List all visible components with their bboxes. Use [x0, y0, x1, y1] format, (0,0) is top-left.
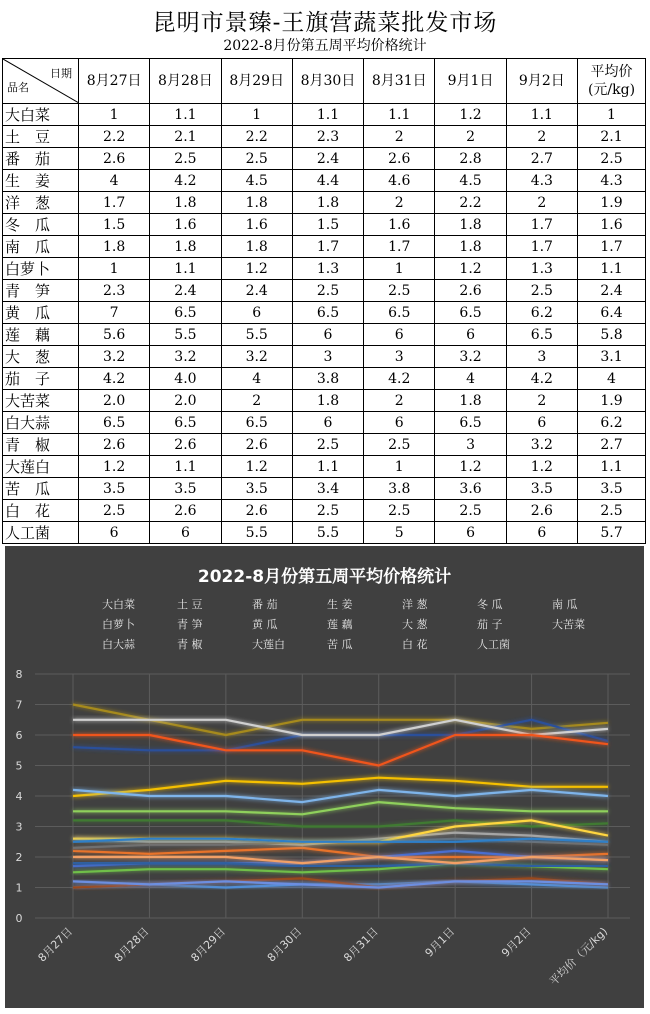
price-cell: 4.2: [79, 368, 150, 390]
price-cell: 6: [435, 522, 506, 544]
legend-label: 生 姜: [327, 598, 353, 611]
legend-label: 大白菜: [102, 598, 135, 611]
table-body: [3, 104, 646, 544]
price-cell: 6: [364, 324, 435, 346]
column-header: 8月30日: [292, 59, 363, 104]
x-tick-label: 9月2日: [499, 924, 534, 960]
price-cell: 2.7: [506, 148, 577, 170]
table-row: [3, 412, 646, 434]
price-cell: 1.2: [221, 258, 292, 280]
price-cell: 6: [435, 324, 506, 346]
column-header: 9月1日: [435, 59, 506, 104]
table-row: [3, 280, 646, 302]
x-tick-label: 8月30日: [264, 924, 305, 965]
y-tick-label: 0: [15, 912, 23, 925]
table-row: [3, 126, 646, 148]
price-cell: 1.2: [506, 456, 577, 478]
item-name-cell: 莲 藕: [3, 324, 79, 346]
avg-price-cell: 1.9: [578, 192, 646, 214]
price-cell: 1: [79, 258, 150, 280]
series-line: [73, 839, 608, 848]
price-cell: 1.8: [221, 192, 292, 214]
price-cell: 1.8: [79, 236, 150, 258]
price-table: [2, 58, 646, 544]
legend-label: 白萝卜: [102, 618, 135, 631]
price-cell: 1: [364, 456, 435, 478]
avg-price-cell: 2.1: [578, 126, 646, 148]
price-cell: 2.6: [150, 500, 221, 522]
price-cell: 1.7: [506, 236, 577, 258]
chart-svg: [5, 546, 644, 1008]
y-tick-label: 1: [15, 881, 23, 895]
table-row: [3, 258, 646, 280]
legend-label: 土 豆: [177, 598, 203, 611]
price-cell: 1.7: [292, 236, 363, 258]
table-row: [3, 170, 646, 192]
avg-price-cell: 1.9: [578, 390, 646, 412]
price-cell: 1.6: [221, 214, 292, 236]
price-cell: 6: [221, 302, 292, 324]
table-row: [3, 214, 646, 236]
price-cell: 2.3: [79, 280, 150, 302]
price-cell: 3.5: [150, 478, 221, 500]
price-cell: 1.7: [364, 236, 435, 258]
price-cell: 4.5: [435, 170, 506, 192]
price-cell: 2.4: [221, 280, 292, 302]
table-corner-cell: [3, 59, 79, 104]
y-tick-label: 2: [15, 851, 23, 864]
item-name-cell: 茄 子: [3, 368, 79, 390]
avg-price-cell: 4: [578, 368, 646, 390]
price-cell: 2.6: [506, 500, 577, 522]
price-cell: 2: [364, 126, 435, 148]
column-header: 8月28日: [150, 59, 221, 104]
price-cell: 2.6: [79, 148, 150, 170]
legend-label: 洋 葱: [402, 598, 428, 611]
price-cell: 6.5: [150, 302, 221, 324]
table-header-row: [3, 59, 646, 104]
price-cell: 5.5: [221, 324, 292, 346]
item-name-cell: 大莲白: [3, 456, 79, 478]
price-cell: 6: [150, 522, 221, 544]
table-row: [3, 522, 646, 544]
legend-label: 大莲白: [252, 638, 285, 651]
price-cell: 3.5: [506, 478, 577, 500]
column-header: 8月31日: [364, 59, 435, 104]
price-cell: 2.5: [506, 280, 577, 302]
x-tick-label: 8月28日: [111, 924, 152, 965]
price-cell: 4.4: [292, 170, 363, 192]
price-cell: 2: [506, 126, 577, 148]
avg-price-cell: 1.6: [578, 214, 646, 236]
price-cell: 4: [221, 368, 292, 390]
price-cell: 2.2: [221, 126, 292, 148]
price-cell: 4.2: [506, 368, 577, 390]
item-name-cell: 洋 葱: [3, 192, 79, 214]
price-cell: 2.5: [292, 500, 363, 522]
price-cell: 3: [506, 346, 577, 368]
price-cell: 1.8: [435, 236, 506, 258]
avg-price-cell: 2.5: [578, 500, 646, 522]
price-cell: 2.2: [79, 126, 150, 148]
price-cell: 1.1: [292, 456, 363, 478]
corner-item-label: 品名: [7, 81, 29, 94]
item-name-cell: 白大蒜: [3, 412, 79, 434]
price-cell: 6.5: [79, 412, 150, 434]
price-cell: 2.2: [435, 192, 506, 214]
price-cell: 1.1: [364, 104, 435, 126]
price-cell: 3.5: [79, 478, 150, 500]
item-name-cell: 黄 瓜: [3, 302, 79, 324]
price-cell: 4.5: [221, 170, 292, 192]
price-cell: 5.5: [292, 522, 363, 544]
price-cell: 5.5: [221, 522, 292, 544]
price-cell: 2: [506, 390, 577, 412]
price-cell: 2.6: [150, 434, 221, 456]
avg-price-cell: 3.1: [578, 346, 646, 368]
price-cell: 6.5: [292, 302, 363, 324]
price-cell: 1.1: [506, 104, 577, 126]
price-cell: 2: [364, 192, 435, 214]
price-cell: 6.5: [150, 412, 221, 434]
legend-label: 莲 藕: [327, 618, 353, 631]
avg-price-cell: 4.3: [578, 170, 646, 192]
price-cell: 3.4: [292, 478, 363, 500]
price-cell: 6: [292, 412, 363, 434]
price-cell: 1.8: [435, 390, 506, 412]
table-row: [3, 148, 646, 170]
price-cell: 2.5: [79, 500, 150, 522]
price-cell: 1.2: [435, 104, 506, 126]
price-cell: 5: [364, 522, 435, 544]
price-cell: 2.6: [221, 500, 292, 522]
price-cell: 2.5: [292, 434, 363, 456]
corner-date-label: 日期: [50, 67, 72, 80]
price-cell: 1.6: [364, 214, 435, 236]
avg-header-line2: (元/kg): [587, 82, 636, 98]
price-chart: [5, 546, 644, 1008]
price-cell: 3.2: [150, 346, 221, 368]
price-cell: 4.3: [506, 170, 577, 192]
table-row: [3, 302, 646, 324]
chart-title: 2022-8月份第五周平均价格统计: [197, 567, 452, 587]
item-name-cell: 白萝卜: [3, 258, 79, 280]
price-cell: 6: [79, 522, 150, 544]
price-cell: 2.4: [150, 280, 221, 302]
avg-price-cell: 1: [578, 104, 646, 126]
item-name-cell: 生 姜: [3, 170, 79, 192]
avg-price-cell: 6.2: [578, 412, 646, 434]
table-row: [3, 192, 646, 214]
price-cell: 2.5: [364, 280, 435, 302]
legend-label: 大苦菜: [552, 618, 585, 631]
price-cell: 3.2: [221, 346, 292, 368]
price-cell: 1.1: [150, 104, 221, 126]
item-name-cell: 青 笋: [3, 280, 79, 302]
price-cell: 1.1: [292, 104, 363, 126]
item-name-cell: 青 椒: [3, 434, 79, 456]
avg-price-cell: 1.1: [578, 258, 646, 280]
series-line: [73, 863, 608, 866]
price-cell: 2.0: [150, 390, 221, 412]
legend-label: 大 葱: [402, 618, 428, 631]
price-cell: 1.2: [435, 456, 506, 478]
legend-label: 茄 子: [477, 618, 503, 631]
price-cell: 1.1: [150, 258, 221, 280]
table-row: [3, 236, 646, 258]
price-cell: 6: [506, 412, 577, 434]
price-cell: 4: [435, 368, 506, 390]
table-row: [3, 500, 646, 522]
price-cell: 6: [292, 324, 363, 346]
price-cell: 3.6: [435, 478, 506, 500]
table-row: [3, 104, 646, 126]
page-title: 昆明市景臻-王旗营蔬菜批发市场: [152, 10, 498, 36]
price-cell: 2.1: [150, 126, 221, 148]
price-cell: 2.4: [292, 148, 363, 170]
x-tick-label: 平均价（元/kg): [546, 924, 611, 989]
price-cell: 2.6: [221, 434, 292, 456]
price-cell: 1.5: [79, 214, 150, 236]
price-cell: 4.2: [150, 170, 221, 192]
price-cell: 6.5: [506, 324, 577, 346]
y-tick-label: 4: [15, 790, 23, 803]
price-cell: 7: [79, 302, 150, 324]
price-cell: 2.5: [221, 148, 292, 170]
price-cell: 1.3: [292, 258, 363, 280]
price-cell: 1.3: [506, 258, 577, 280]
price-cell: 6: [506, 522, 577, 544]
series-line: [73, 778, 608, 796]
item-name-cell: 土 豆: [3, 126, 79, 148]
price-cell: 3: [435, 434, 506, 456]
legend-label: 人工菌: [477, 638, 510, 651]
price-cell: 2: [506, 192, 577, 214]
price-cell: 6.2: [506, 302, 577, 324]
avg-price-cell: 2.7: [578, 434, 646, 456]
price-cell: 2: [364, 390, 435, 412]
series-line: [73, 802, 608, 814]
price-cell: 2.6: [364, 148, 435, 170]
price-cell: 4.2: [364, 368, 435, 390]
price-cell: 1.8: [435, 214, 506, 236]
table-row: [3, 390, 646, 412]
page-subtitle: 2022-8月份第五周平均价格统计: [223, 38, 427, 54]
legend-label: 白大蒜: [102, 638, 135, 651]
series-line: [73, 863, 608, 872]
y-tick-label: 6: [15, 729, 23, 742]
price-cell: 1.5: [292, 214, 363, 236]
legend-label: 青 笋: [177, 618, 203, 631]
item-name-cell: 大白菜: [3, 104, 79, 126]
avg-price-cell: 5.8: [578, 324, 646, 346]
avg-price-cell: 2.5: [578, 148, 646, 170]
legend-label: 白 花: [402, 638, 428, 651]
avg-price-cell: 1.1: [578, 456, 646, 478]
y-tick-label: 8: [15, 668, 23, 681]
y-tick-label: 7: [15, 698, 23, 712]
price-cell: 6.5: [221, 412, 292, 434]
table-row: [3, 346, 646, 368]
price-cell: 1.7: [79, 192, 150, 214]
table-row: [3, 434, 646, 456]
avg-price-cell: 3.5: [578, 478, 646, 500]
price-cell: 1.8: [221, 236, 292, 258]
price-cell: 1.2: [221, 456, 292, 478]
price-cell: 2: [435, 126, 506, 148]
x-tick-label: 8月29日: [188, 924, 228, 965]
price-cell: 3.8: [364, 478, 435, 500]
x-tick-label: 9月1日: [422, 924, 458, 960]
table-row: [3, 456, 646, 478]
table-row: [3, 324, 646, 346]
price-cell: 2.5: [435, 500, 506, 522]
column-header: 9月2日: [506, 59, 577, 104]
price-cell: 1.8: [292, 192, 363, 214]
price-cell: 4.6: [364, 170, 435, 192]
avg-price-cell: 5.7: [578, 522, 646, 544]
avg-price-cell: 6.4: [578, 302, 646, 324]
price-cell: 2: [221, 390, 292, 412]
x-tick-label: 8月27日: [35, 924, 76, 965]
column-header: 8月29日: [221, 59, 292, 104]
legend-label: 青 椒: [177, 638, 203, 651]
price-cell: 5.5: [150, 324, 221, 346]
item-name-cell: 大苦菜: [3, 390, 79, 412]
item-name-cell: 苦 瓜: [3, 478, 79, 500]
table-row: [3, 478, 646, 500]
x-tick-label: 8月31日: [341, 924, 381, 965]
price-cell: 1.7: [506, 214, 577, 236]
price-cell: 2.6: [79, 434, 150, 456]
price-cell: 2.0: [79, 390, 150, 412]
price-cell: 2.5: [364, 434, 435, 456]
price-cell: 1.8: [292, 390, 363, 412]
legend-label: 番 茄: [252, 598, 278, 611]
price-cell: 1: [364, 258, 435, 280]
column-header: 8月27日: [79, 59, 150, 104]
legend-label: 黄 瓜: [252, 618, 278, 631]
price-cell: 1.2: [79, 456, 150, 478]
y-tick-label: 5: [15, 759, 23, 773]
item-name-cell: 白 花: [3, 500, 79, 522]
price-cell: 6.5: [435, 412, 506, 434]
price-cell: 2.5: [292, 280, 363, 302]
price-cell: 1.8: [150, 236, 221, 258]
price-cell: 4: [79, 170, 150, 192]
price-cell: 1.6: [150, 214, 221, 236]
item-name-cell: 人工菌: [3, 522, 79, 544]
legend-label: 南 瓜: [552, 598, 578, 611]
price-cell: 4.0: [150, 368, 221, 390]
item-name-cell: 番 茄: [3, 148, 79, 170]
price-cell: 2.3: [292, 126, 363, 148]
legend-label: 苦 瓜: [327, 638, 353, 651]
price-cell: 1: [221, 104, 292, 126]
price-cell: 1.8: [150, 192, 221, 214]
price-cell: 3: [292, 346, 363, 368]
price-cell: 6: [364, 412, 435, 434]
price-cell: 2.6: [435, 280, 506, 302]
price-cell: 5.6: [79, 324, 150, 346]
price-cell: 3.2: [435, 346, 506, 368]
item-name-cell: 南 瓜: [3, 236, 79, 258]
price-cell: 1: [79, 104, 150, 126]
price-cell: 3.5: [221, 478, 292, 500]
price-cell: 2.8: [435, 148, 506, 170]
price-cell: 2.5: [364, 500, 435, 522]
price-cell: 3.2: [506, 434, 577, 456]
price-cell: 6.5: [435, 302, 506, 324]
price-cell: 6.5: [364, 302, 435, 324]
avg-column-header: [578, 59, 646, 104]
price-cell: 3.8: [292, 368, 363, 390]
y-tick-label: 3: [15, 820, 23, 834]
price-cell: 2.5: [150, 148, 221, 170]
price-cell: 1.1: [150, 456, 221, 478]
price-cell: 3.2: [79, 346, 150, 368]
legend-label: 冬 瓜: [477, 598, 503, 611]
table-row: [3, 368, 646, 390]
avg-price-cell: 1.7: [578, 236, 646, 258]
price-cell: 3: [364, 346, 435, 368]
avg-header-line1: 平均价: [590, 64, 633, 80]
price-cell: 1.2: [435, 258, 506, 280]
avg-price-cell: 2.4: [578, 280, 646, 302]
item-name-cell: 大 葱: [3, 346, 79, 368]
item-name-cell: 冬 瓜: [3, 214, 79, 236]
